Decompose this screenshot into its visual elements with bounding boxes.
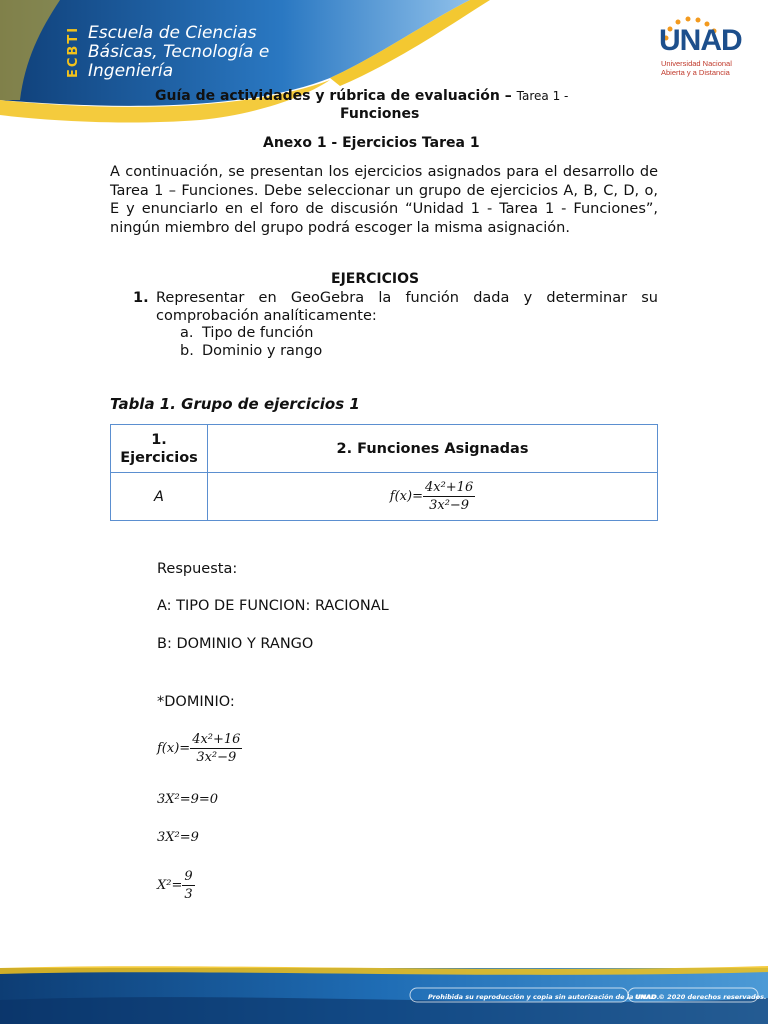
formula-lhs: f(x)= <box>389 489 423 504</box>
formula-fraction <box>423 480 475 513</box>
table-header-row <box>111 425 658 473</box>
table-header-functions: 2. Funciones Asignadas <box>208 425 658 473</box>
document-title-line2: Funciones <box>340 106 420 122</box>
sub-item-b-label: b. <box>180 343 194 359</box>
table-header-exercises-line1: 1. <box>151 431 167 448</box>
domain-step-3-lhs: X²= <box>157 878 183 893</box>
exercise-text <box>156 289 658 308</box>
exercise-text-line2: comprobación analíticamente: <box>156 308 377 324</box>
formula-numerator: 4x²+16 <box>424 480 474 495</box>
function-formula <box>389 480 475 513</box>
domain-formula-denominator: 3x²−9 <box>196 750 237 765</box>
document-title-main: Guía de actividades y rúbrica de evaluación – <box>155 88 512 104</box>
sub-item-a-label: a. <box>180 325 194 341</box>
exercise-table <box>110 424 658 521</box>
banner-line-1: Escuela de Ciencias <box>88 23 257 43</box>
domain-formula-lhs: f(x)= <box>157 741 191 756</box>
ecbti-label: ECBTI <box>66 25 81 78</box>
footer-note-right: UNAD © 2020 derechos reservados. <box>635 993 767 1001</box>
unad-logo-text: UNAD <box>659 24 742 57</box>
banner-line-3: Ingeniería <box>88 61 174 81</box>
domain-step-2: 3X²=9 <box>157 830 199 845</box>
annex-title: Anexo 1 - Ejercicios Tarea 1 <box>263 135 480 151</box>
answer-type-line: A: TIPO DE FUNCION: RACIONAL <box>157 598 389 614</box>
unad-logo-sub2: Abierta y a Distancia <box>661 68 730 77</box>
sub-item-a: Tipo de función <box>202 325 314 341</box>
footer-note-left: Prohibida su reproducción y copia sin autorización de la UNAD. <box>428 993 660 1001</box>
domain-step-3-numerator: 9 <box>184 869 193 884</box>
table-header-exercises <box>111 425 208 473</box>
document-title-small: Tarea 1 - <box>516 89 569 103</box>
domain-formula-numerator: 4x²+16 <box>192 732 241 747</box>
domain-step-3-fraction <box>182 869 194 902</box>
table-cell-function <box>208 473 658 521</box>
answer-domain-range-line: B: DOMINIO Y RANGO <box>157 636 314 652</box>
domain-step-3 <box>157 869 195 902</box>
table-row <box>111 473 658 521</box>
exercise-text-line1: Representar en GeoGebra la función dada y determinar su <box>156 290 658 306</box>
formula-denominator: 3x²−9 <box>429 498 470 513</box>
intro-paragraph <box>110 163 658 237</box>
sub-item-b: Dominio y rango <box>202 343 323 359</box>
banner-title <box>88 24 269 81</box>
exercise-number: 1. <box>133 290 149 306</box>
domain-step-3-denominator: 3 <box>184 887 193 902</box>
table-cell-exercise: A <box>111 473 208 521</box>
exercises-heading: EJERCICIOS <box>331 271 420 287</box>
domain-step-1: 3X²=9=0 <box>157 792 219 807</box>
document-title <box>155 88 568 104</box>
intro-text: A continuación, se presentan los ejercicios asignados para el desarrollo de Tarea 1 – Funciones. Debe seleccionar un grupo de ejercicios A, B, C, D, o, E y enunciarlo en el foro de discusión “Unidad 1 - Tarea 1 - Funciones”, ningún miembro del grupo podrá escoger la misma asignación. <box>110 164 658 236</box>
unad-logo-sub1: Universidad Nacional <box>661 59 732 68</box>
domain-heading: *DOMINIO: <box>157 694 235 710</box>
banner-line-2: Básicas, Tecnología e <box>88 42 270 62</box>
answer-label: Respuesta: <box>157 561 238 577</box>
table-header-exercises-line2: Ejercicios <box>120 449 198 466</box>
unad-logo <box>656 16 746 80</box>
footer-banner <box>0 960 768 1024</box>
table-caption: Tabla 1. Grupo de ejercicios 1 <box>110 395 360 413</box>
domain-formula <box>157 732 242 765</box>
domain-formula-fraction <box>190 732 242 765</box>
